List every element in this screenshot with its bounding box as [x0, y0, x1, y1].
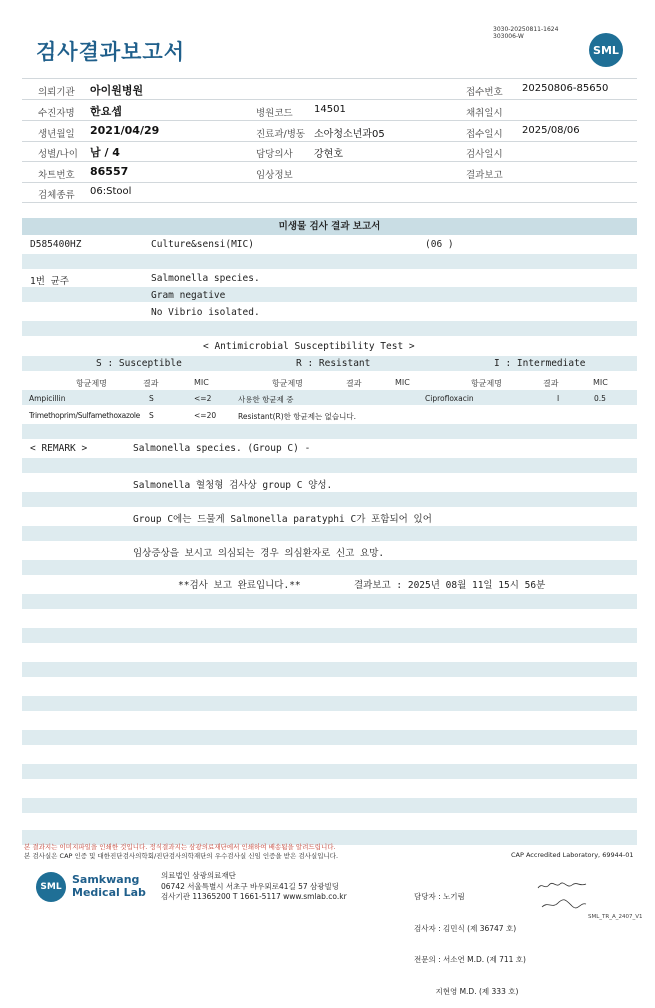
resistance-note: Resistant(R)한 항균제는 없습니다.	[238, 412, 357, 421]
drug-name: Ampicillin	[29, 394, 66, 403]
col-drug-header: 항균제명	[471, 379, 502, 388]
staff-info	[414, 871, 526, 1008]
remark-line: Group C에는 드물게 Salmonella paratyphi C가 포함되어 있어	[133, 514, 432, 525]
staff-line: 지현영 M.D. (제 333 호)	[414, 986, 519, 996]
organism-line: Salmonella species.	[151, 273, 260, 284]
sex-age-value: 남 / 4	[90, 146, 120, 159]
remark-line: Salmonella species. (Group C) -	[133, 443, 311, 454]
report-code-line: 3030-20250811-1624	[493, 26, 559, 33]
reception-no-label: 접수번호	[466, 87, 503, 98]
legend-intermediate: I : Intermediate	[494, 358, 586, 369]
reception-date-value: 2025/08/06	[522, 125, 580, 136]
col-mic-header: MIC	[395, 378, 410, 387]
remark-line: Salmonella 혈청형 검사상 group C 양성.	[133, 480, 333, 491]
drug-result: S	[149, 394, 154, 403]
signature-image	[540, 897, 588, 911]
client-label: 의뢰기관	[38, 87, 75, 98]
col-mic-header: MIC	[593, 378, 608, 387]
col-result-header: 결과	[543, 379, 559, 388]
chart-no-value: 86557	[90, 165, 129, 178]
test-name: Culture&sensi(MIC)	[151, 239, 254, 250]
dob-label: 생년월일	[38, 129, 75, 140]
staff-line: 검사자 : 김민식 (제 36747 호)	[414, 923, 517, 933]
remark-line: 임상증상을 보시고 의심되는 경우 의심환자로 신고 요망.	[133, 548, 385, 559]
reception-no-value: 20250806-85650	[522, 83, 609, 94]
report-complete: **검사 보고 완료입니다.**	[178, 580, 301, 591]
accreditation-notice: 본 검사실은 CAP 인증 및 대한진단검사의학회/진단검사의학재단의 우수검사실 신임 인증을 받은 검사실입니다.	[24, 852, 339, 860]
doctor-label: 담당의사	[256, 149, 293, 160]
chart-no-label: 차트번호	[38, 170, 75, 181]
organism-line: No Vibrio isolated.	[151, 307, 260, 318]
org-info	[161, 871, 347, 903]
drug-mic: 0.5	[594, 394, 606, 403]
drug-result: S	[149, 411, 154, 420]
brand-name	[72, 873, 146, 899]
org-address: 06742 서울특별시 서초구 바우뫼로41길 57 삼광빌딩	[161, 881, 340, 891]
drug-name: Trimethoprim/Sulfamethoxazole	[29, 411, 140, 420]
col-drug-header: 항균제명	[272, 379, 303, 388]
col-result-header: 결과	[143, 379, 159, 388]
doctor-value: 강현호	[314, 149, 343, 160]
report-code-line: 303006-W	[493, 33, 524, 40]
sampling-date-label: 채취일시	[466, 108, 503, 119]
brand-line: Medical Lab	[72, 886, 146, 899]
client-value: 아이원병원	[90, 84, 144, 97]
drug-name: Ciprofloxacin	[425, 394, 474, 403]
organism-label: 1번 균주	[30, 276, 69, 287]
specimen-label: 검체종류	[38, 190, 75, 201]
remark-label: < REMARK >	[30, 443, 88, 454]
ast-title: < Antimicrobial Susceptibility Test >	[203, 341, 415, 352]
clinical-info-label: 임상정보	[256, 170, 293, 181]
signature-image	[536, 880, 588, 892]
page-title: 검사결과보고서	[36, 40, 186, 64]
col-result-header: 결과	[346, 379, 362, 388]
staff-line: 전문의 : 서소연 M.D. (제 711 호)	[414, 955, 526, 964]
specimen-value: 06:Stool	[90, 186, 132, 197]
test-qty: (06 )	[425, 239, 454, 250]
micro-section-title: 미생물 검사 결과 보고서	[22, 218, 637, 235]
drug-mic: <=2	[194, 394, 212, 403]
col-mic-header: MIC	[194, 378, 209, 387]
dept-label: 진료과/병동	[256, 129, 306, 140]
test-code: D585400HZ	[30, 239, 82, 250]
brand-line: Samkwang	[72, 873, 140, 886]
sml-logo: SML	[589, 33, 623, 67]
org-name: 의료법인 삼광의료재단	[161, 871, 236, 880]
org-contact: 검사기관 11365200 T 1661-5117 www.smlab.co.kr	[161, 892, 347, 901]
result-report-label: 결과보고	[466, 170, 503, 181]
sml-footer-logo: SML	[36, 872, 66, 902]
reception-date-label: 접수일시	[466, 129, 503, 140]
dob-value: 2021/04/29	[90, 124, 160, 137]
staff-line: 담당자 : 노기림	[414, 892, 465, 901]
organism-line: Gram negative	[151, 290, 226, 301]
hospital-code-value: 14501	[314, 104, 346, 115]
legend-resistant: R : Resistant	[296, 358, 371, 369]
report-code	[493, 26, 558, 40]
drug-result: I	[557, 394, 560, 403]
patient-name-value: 한요셉	[90, 105, 122, 118]
col-drug-header: 항균제명	[76, 379, 107, 388]
drug-mic: <=20	[194, 411, 217, 420]
hospital-code-label: 병원코드	[256, 108, 293, 119]
resistance-note: 사용한 항균제 중	[238, 395, 294, 404]
sex-age-label: 성별/나이	[38, 149, 78, 160]
image-notice: 본 결과지는 이미지파일을 인쇄한 것입니다. 정식결과지는 삼광의료재단에서 인쇄하여 배송됨을 알려드립니다.	[24, 843, 336, 851]
test-date-label: 검사일시	[466, 149, 503, 160]
dept-value: 소아청소년과05	[314, 129, 385, 140]
form-code: SML_TR_A_2407_V1	[588, 914, 643, 920]
patient-name-label: 수진자명	[38, 108, 75, 119]
legend-susceptible: S : Susceptible	[96, 358, 182, 369]
cap-accreditation: CAP Accredited Laboratory, 69944-01	[511, 851, 634, 859]
report-time: 결과보고 : 2025년 08월 11일 15시 56분	[354, 580, 546, 591]
